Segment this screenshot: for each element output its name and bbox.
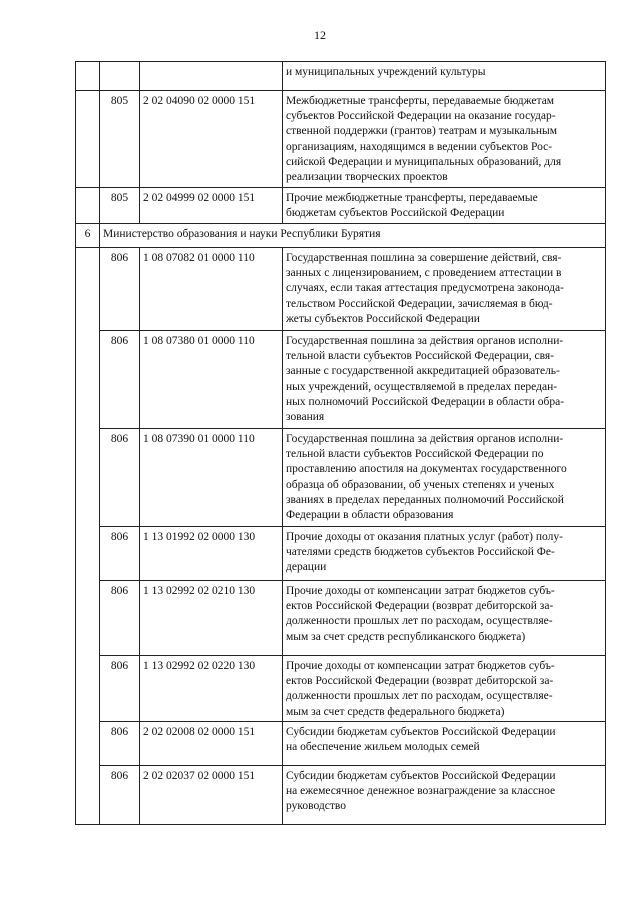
description-line: Государственная пошлина за действия органов исполни-: [286, 433, 564, 445]
description-cell: [283, 581, 606, 656]
num-cell: [76, 91, 100, 188]
description-line: случаях, если такая аттестация предусмотрена законода-: [286, 282, 564, 295]
section-title: Министерство образования и науки Республики Бурятия: [100, 224, 606, 248]
description-line: долженности прошлых лет по расходам, осуществляе-: [286, 690, 553, 703]
num-cell: [76, 188, 100, 224]
description-line: мым за счет средств федерального бюджета): [286, 705, 505, 718]
description-line: Прочие доходы от компенсации затрат бюджетов субъ-: [286, 660, 555, 672]
description-cell: [283, 91, 606, 188]
description-line: Субсидии бюджетам субъектов Российской Федерации: [286, 770, 556, 782]
budget-code-cell: 1 13 02992 02 0210 130: [140, 581, 283, 656]
table-row: [76, 766, 606, 825]
kbk-cell: [140, 62, 283, 91]
description-line: Прочие межбюджетные трансферты, передаваемые: [286, 192, 538, 204]
description-cell: [283, 188, 606, 224]
table-row: [76, 429, 606, 527]
description-line: тельством Российской Федерации, зачисляемая в бюд-: [286, 297, 553, 310]
description-cell: [283, 656, 606, 722]
admin-code-cell: 805: [100, 188, 140, 224]
admin-code-cell: 806: [100, 248, 140, 331]
budget-code-cell: 2 02 04090 02 0000 151: [140, 91, 283, 188]
description-line: бюджетам субъектов Российской Федерации: [286, 207, 505, 220]
budget-code-cell: 2 02 04999 02 0000 151: [140, 188, 283, 224]
description-line: на обеспечение жильем молодых семей: [286, 741, 480, 754]
table-row: [76, 581, 606, 656]
table-row: [76, 188, 606, 224]
description-line: проставлению апостиля на документах государственного: [286, 463, 567, 476]
description-line: образца об образовании, об ученых степенях и ученых: [286, 478, 555, 491]
description-line: ных учреждений, осуществляемой в пределах передан-: [286, 380, 558, 393]
description-cell: и муниципальных учреждений культуры: [283, 62, 606, 91]
admin-code-cell: 806: [100, 429, 140, 527]
description-line: на ежемесячное денежное вознаграждение за классное: [286, 785, 556, 798]
admin-cell: [100, 62, 140, 91]
description-cell: [283, 331, 606, 429]
description-line: мым за счет средств республиканского бюджета): [286, 630, 526, 643]
description-line: занные с государственной аккредитацией образователь-: [286, 365, 560, 378]
admin-code-cell: 806: [100, 766, 140, 825]
description-line: реализации творческих проектов: [286, 171, 448, 184]
num-cell: [76, 248, 100, 825]
description-cell: [283, 527, 606, 581]
description-line: ственной поддержки (грантов) театрам и музыкальным: [286, 125, 558, 138]
section-header-row: [76, 224, 606, 248]
description-line: Государственная пошлина за совершение действий, свя-: [286, 252, 562, 264]
admin-code-cell: 806: [100, 527, 140, 581]
table-row: [76, 527, 606, 581]
description-line: Субсидии бюджетам субъектов Российской Федерации: [286, 726, 556, 738]
table-row: [76, 722, 606, 766]
description-line: ных полномочий Российской Федерации в области обра-: [286, 395, 565, 408]
description-line: ектов Российской Федерации (возврат дебиторской за-: [286, 600, 554, 613]
description-cell: [283, 766, 606, 825]
description-line: сийской Федерации и муниципальных образований, для: [286, 155, 562, 168]
description-line: Прочие доходы от компенсации затрат бюджетов субъ-: [286, 585, 555, 597]
budget-code-cell: 1 08 07380 01 0000 110: [140, 331, 283, 429]
table-row: [76, 656, 606, 722]
budget-code-cell: 1 13 02992 02 0220 130: [140, 656, 283, 722]
budget-code-cell: 2 02 02037 02 0000 151: [140, 766, 283, 825]
budget-code-cell: 1 08 07390 01 0000 110: [140, 429, 283, 527]
admin-code-cell: 806: [100, 581, 140, 656]
description-line: субъектов Российской Федерации на оказание государ-: [286, 110, 556, 123]
table-row: [76, 331, 606, 429]
description-line: зования: [286, 411, 325, 424]
description-line: ектов Российской Федерации (возврат дебиторской за-: [286, 675, 554, 688]
description-line: занных с лицензированием, с проведением аттестации в: [286, 267, 562, 280]
budget-code-cell: 1 13 01992 02 0000 130: [140, 527, 283, 581]
admin-code-cell: 806: [100, 331, 140, 429]
description-line: тельной власти субъектов Российской Федерации по: [286, 448, 544, 461]
description-line: организациям, находящимся в ведении субъектов Рос-: [286, 140, 553, 153]
description-line: тельной власти субъектов Российской Федерации, свя-: [286, 350, 554, 363]
table-row: [76, 91, 606, 188]
description-line: Прочие доходы от оказания платных услуг (работ) полу-: [286, 531, 563, 543]
admin-code-cell: 805: [100, 91, 140, 188]
budget-code-cell: 2 02 02008 02 0000 151: [140, 722, 283, 766]
continuation-row: [76, 62, 606, 91]
description-line: долженности прошлых лет по расходам, осуществляе-: [286, 615, 553, 628]
description-cell: [283, 722, 606, 766]
description-line: чателями средств бюджетов субъектов Российской Фе-: [286, 546, 555, 559]
description-line: дерации: [286, 561, 327, 574]
description-line: Государственная пошлина за действия органов исполни-: [286, 335, 564, 347]
admin-code-cell: 806: [100, 722, 140, 766]
description-line: званиях в пределах переданных полномочий Российской: [286, 493, 564, 506]
income-codes-table: [75, 61, 606, 825]
budget-code-cell: 1 08 07082 01 0000 110: [140, 248, 283, 331]
description-cell: [283, 429, 606, 527]
description-line: руководство: [286, 800, 346, 813]
description-line: жеты субъектов Российской Федерации: [286, 312, 480, 325]
table-row: [76, 248, 606, 331]
num-cell: [76, 62, 100, 91]
description-line: Федерации в области образования: [286, 509, 454, 522]
page-number: 12: [314, 28, 326, 42]
description-line: Межбюджетные трансферты, передаваемые бюджетам: [286, 95, 555, 107]
admin-code-cell: 806: [100, 656, 140, 722]
section-number: 6: [76, 224, 100, 248]
description-cell: [283, 248, 606, 331]
